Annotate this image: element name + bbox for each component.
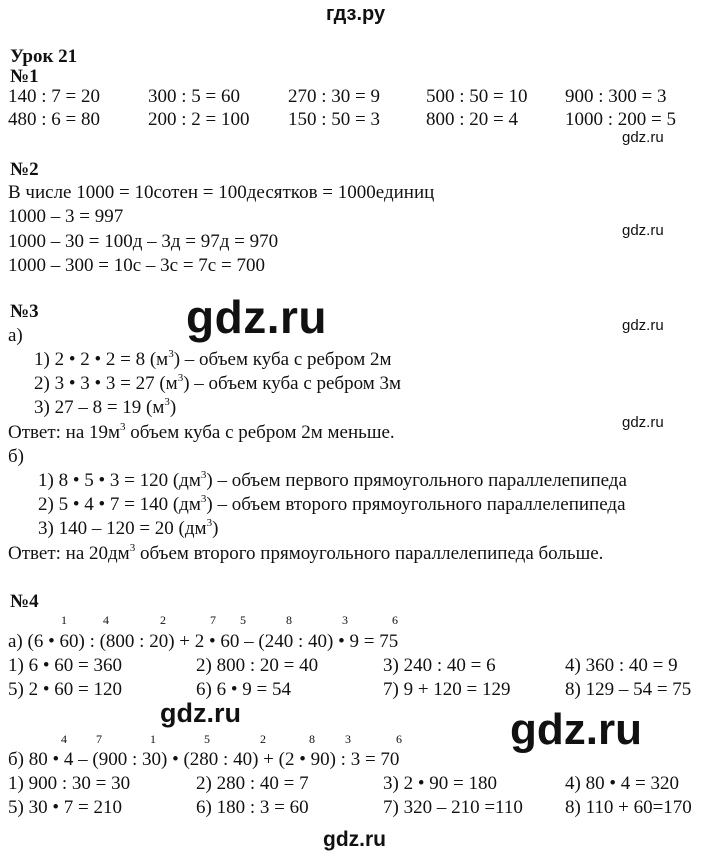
- task1-cell: 1000 : 200 = 5: [565, 109, 676, 130]
- task1-cell: 200 : 2 = 100: [148, 109, 250, 130]
- task4-title: №4: [10, 591, 39, 612]
- task3-step: [38, 495, 626, 514]
- task3-step: [38, 519, 218, 538]
- step-text: 2) 3 • 3 • 3 = 27 (м: [34, 373, 178, 394]
- task2-line: 1000 – 300 = 10с – 3с = 7с = 700: [8, 255, 265, 276]
- task3-part-b-label: б): [8, 446, 24, 467]
- lesson-title: Урок 21: [10, 46, 78, 67]
- task4-step: 7) 320 – 210 =110: [383, 797, 523, 818]
- step-text: ) – объем второго прямоугольного параллелепипеда: [206, 494, 626, 515]
- task4-step: 2) 280 : 40 = 7: [196, 773, 309, 794]
- order-index: 5: [204, 732, 210, 746]
- task4-step: 3) 2 • 90 = 180: [383, 773, 497, 794]
- step-text: ) – объем первого прямоугольного параллелепипеда: [206, 470, 627, 491]
- answer-text: объем второго прямоугольного параллелепипеда больше.: [135, 543, 604, 564]
- order-index: 8: [286, 613, 292, 627]
- step-text: 1) 8 • 5 • 3 = 120 (дм: [38, 470, 201, 491]
- order-index: 6: [396, 732, 402, 746]
- task1-cell: 480 : 6 = 80: [8, 109, 100, 130]
- task3-step: [34, 350, 392, 369]
- watermark-small: gdz.ru: [622, 317, 664, 334]
- order-index: 2: [260, 732, 266, 746]
- order-index: 7: [96, 732, 102, 746]
- task1-cell: 140 : 7 = 20: [8, 86, 100, 107]
- order-index: 3: [342, 613, 348, 627]
- task4-expression-a: а) (6 • 60) : (800 : 20) + 2 • 60 – (240 : 40) • 9 = 75: [8, 631, 399, 652]
- task4-step: 6) 180 : 3 = 60: [196, 797, 309, 818]
- answer-text: Ответ: на 19м: [8, 422, 121, 443]
- task3-part-a-label: а): [8, 325, 23, 346]
- task3-step: [38, 471, 627, 490]
- exponent: 3: [177, 372, 184, 384]
- task4-step: 3) 240 : 40 = 6: [383, 655, 496, 676]
- order-index: 8: [309, 732, 315, 746]
- watermark-small: gdz.ru: [622, 222, 664, 239]
- task4-step: 5) 2 • 60 = 120: [8, 679, 122, 700]
- order-index: 6: [392, 613, 398, 627]
- watermark-small: gdz.ru: [622, 129, 664, 146]
- task1-cell: 150 : 50 = 3: [288, 109, 380, 130]
- task4-expression-b: б) 80 • 4 – (900 : 30) • (280 : 40) + (2 • 90) : 3 = 70: [8, 749, 400, 770]
- exponent: 3: [168, 348, 174, 360]
- task2-line: 1000 – 30 = 100д – 3д = 97д = 970: [8, 231, 279, 252]
- task3-step: [34, 398, 176, 417]
- task2-title: №2: [10, 159, 39, 180]
- task3-step: [34, 374, 401, 393]
- step-text: ) – объем куба с ребром 2м: [173, 349, 392, 370]
- watermark-huge: gdz.ru: [510, 705, 642, 754]
- task4-step: 1) 6 • 60 = 360: [8, 655, 122, 676]
- task3-answer-b: [8, 544, 603, 563]
- watermark-medium: gdz.ru: [160, 698, 241, 728]
- step-text: ): [212, 518, 219, 539]
- order-index: 4: [61, 732, 67, 746]
- order-index: 3: [345, 732, 351, 746]
- order-index: 1: [61, 613, 67, 627]
- exponent: 3: [120, 421, 126, 433]
- exponent: 3: [200, 493, 207, 505]
- task1-cell: 500 : 50 = 10: [426, 86, 528, 107]
- task3-title: №3: [10, 301, 39, 322]
- order-index: 2: [160, 613, 166, 627]
- task3-answer-a: [8, 423, 395, 442]
- exponent: 3: [200, 469, 207, 481]
- task1-cell: 900 : 300 = 3: [565, 86, 667, 107]
- step-text: 2) 5 • 4 • 7 = 140 (дм: [38, 494, 201, 515]
- step-text: ) – объем куба с ребром 3м: [183, 373, 402, 394]
- task4-step: 4) 360 : 40 = 9: [565, 655, 678, 676]
- exponent: 3: [164, 396, 170, 408]
- task4-step: 5) 30 • 7 = 210: [8, 797, 122, 818]
- task4-step: 8) 110 + 60=170: [565, 797, 692, 818]
- task2-line: В числе 1000 = 10сотен = 100десятков = 1000единиц: [8, 182, 435, 203]
- watermark-large: gdz.ru: [186, 291, 327, 343]
- step-text: ): [169, 397, 177, 418]
- task4-step: 7) 9 + 120 = 129: [383, 679, 511, 700]
- task1-cell: 270 : 30 = 9: [288, 86, 380, 107]
- task1-cell: 300 : 5 = 60: [148, 86, 240, 107]
- watermark-small: gdz.ru: [622, 414, 664, 431]
- task1-title: №1: [10, 66, 39, 87]
- answer-text: Ответ: на 20дм: [8, 543, 130, 564]
- order-index: 1: [150, 732, 156, 746]
- task4-step: 2) 800 : 20 = 40: [196, 655, 319, 676]
- task1-cell: 800 : 20 = 4: [426, 109, 518, 130]
- step-text: 3) 140 – 120 = 20 (дм: [38, 518, 207, 539]
- watermark-bottom: gdz.ru: [323, 828, 386, 851]
- site-header: гдз.ру: [326, 3, 386, 25]
- task2-line: 1000 – 3 = 997: [8, 206, 124, 227]
- step-text: 3) 27 – 8 = 19 (м: [34, 397, 165, 418]
- order-index: 4: [103, 613, 109, 627]
- exponent: 3: [206, 517, 213, 529]
- step-text: 1) 2 • 2 • 2 = 8 (м: [34, 349, 169, 370]
- task4-step: 8) 129 – 54 = 75: [565, 679, 692, 700]
- task4-step: 1) 900 : 30 = 30: [8, 773, 131, 794]
- order-index: 5: [240, 613, 246, 627]
- order-index: 7: [210, 613, 216, 627]
- exponent: 3: [129, 542, 136, 554]
- task4-step: 4) 80 • 4 = 320: [565, 773, 679, 794]
- answer-text: объем куба с ребром 2м меньше.: [125, 422, 395, 443]
- task4-step: 6) 6 • 9 = 54: [196, 679, 291, 700]
